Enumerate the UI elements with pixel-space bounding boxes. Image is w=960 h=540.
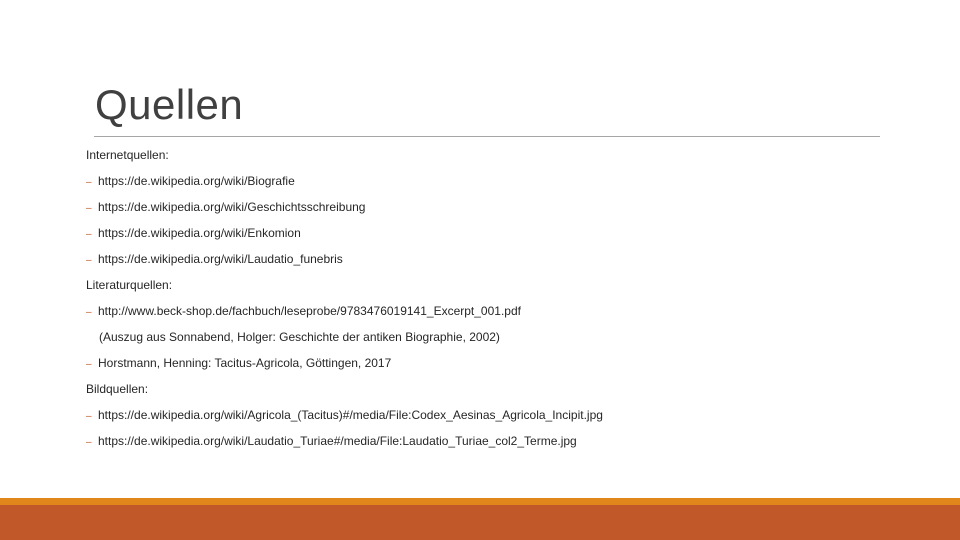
- source-link[interactable]: https://de.wikipedia.org/wiki/Geschichtsschreibung: [98, 200, 366, 214]
- bullet-dash-icon: –: [86, 229, 92, 240]
- source-link[interactable]: https://de.wikipedia.org/wiki/Agricola_(Tacitus)#/media/File:Codex_Aesinas_Agricola_Incipit.jpg: [98, 408, 603, 422]
- source-link[interactable]: https://de.wikipedia.org/wiki/Biografie: [98, 174, 295, 188]
- bullet-dash-icon: –: [86, 307, 92, 318]
- bullet-dash-icon: –: [86, 177, 92, 188]
- source-note: (Auszug aus Sonnabend, Holger: Geschichte der antiken Biographie, 2002): [99, 330, 500, 344]
- footer-accent-stripe: [0, 498, 960, 505]
- list-item: [86, 249, 946, 275]
- bullet-dash-icon: –: [86, 203, 92, 214]
- bullet-dash-icon: –: [86, 437, 92, 448]
- slide-title: Quellen: [95, 81, 244, 128]
- list-item: [86, 431, 946, 457]
- list-item: [86, 301, 946, 327]
- source-text: Horstmann, Henning: Tacitus-Agricola, Göttingen, 2017: [98, 356, 392, 370]
- bullet-dash-icon: –: [86, 411, 92, 422]
- list-item-note: [86, 327, 946, 353]
- list-item: [86, 223, 946, 249]
- source-link[interactable]: https://de.wikipedia.org/wiki/Laudatio_funebris: [98, 252, 343, 266]
- title-divider: [94, 136, 880, 137]
- bullet-dash-icon: –: [86, 359, 92, 370]
- section-heading-internet: Internetquellen:: [86, 148, 169, 162]
- section-heading-literature: Literaturquellen:: [86, 278, 173, 292]
- list-item: [86, 197, 946, 223]
- sources-content: [86, 145, 946, 457]
- list-item: [86, 353, 946, 379]
- list-item: [86, 405, 946, 431]
- section-heading-images: Bildquellen:: [86, 382, 149, 396]
- footer-band: [0, 505, 960, 540]
- source-link[interactable]: https://de.wikipedia.org/wiki/Laudatio_Turiae#/media/File:Laudatio_Turiae_col2_Terme.jpg: [98, 434, 577, 448]
- source-link[interactable]: http://www.beck-shop.de/fachbuch/leseprobe/9783476019141_Excerpt_001.pdf: [98, 304, 521, 318]
- list-item: [86, 171, 946, 197]
- source-link[interactable]: https://de.wikipedia.org/wiki/Enkomion: [98, 226, 301, 240]
- bullet-dash-icon: –: [86, 255, 92, 266]
